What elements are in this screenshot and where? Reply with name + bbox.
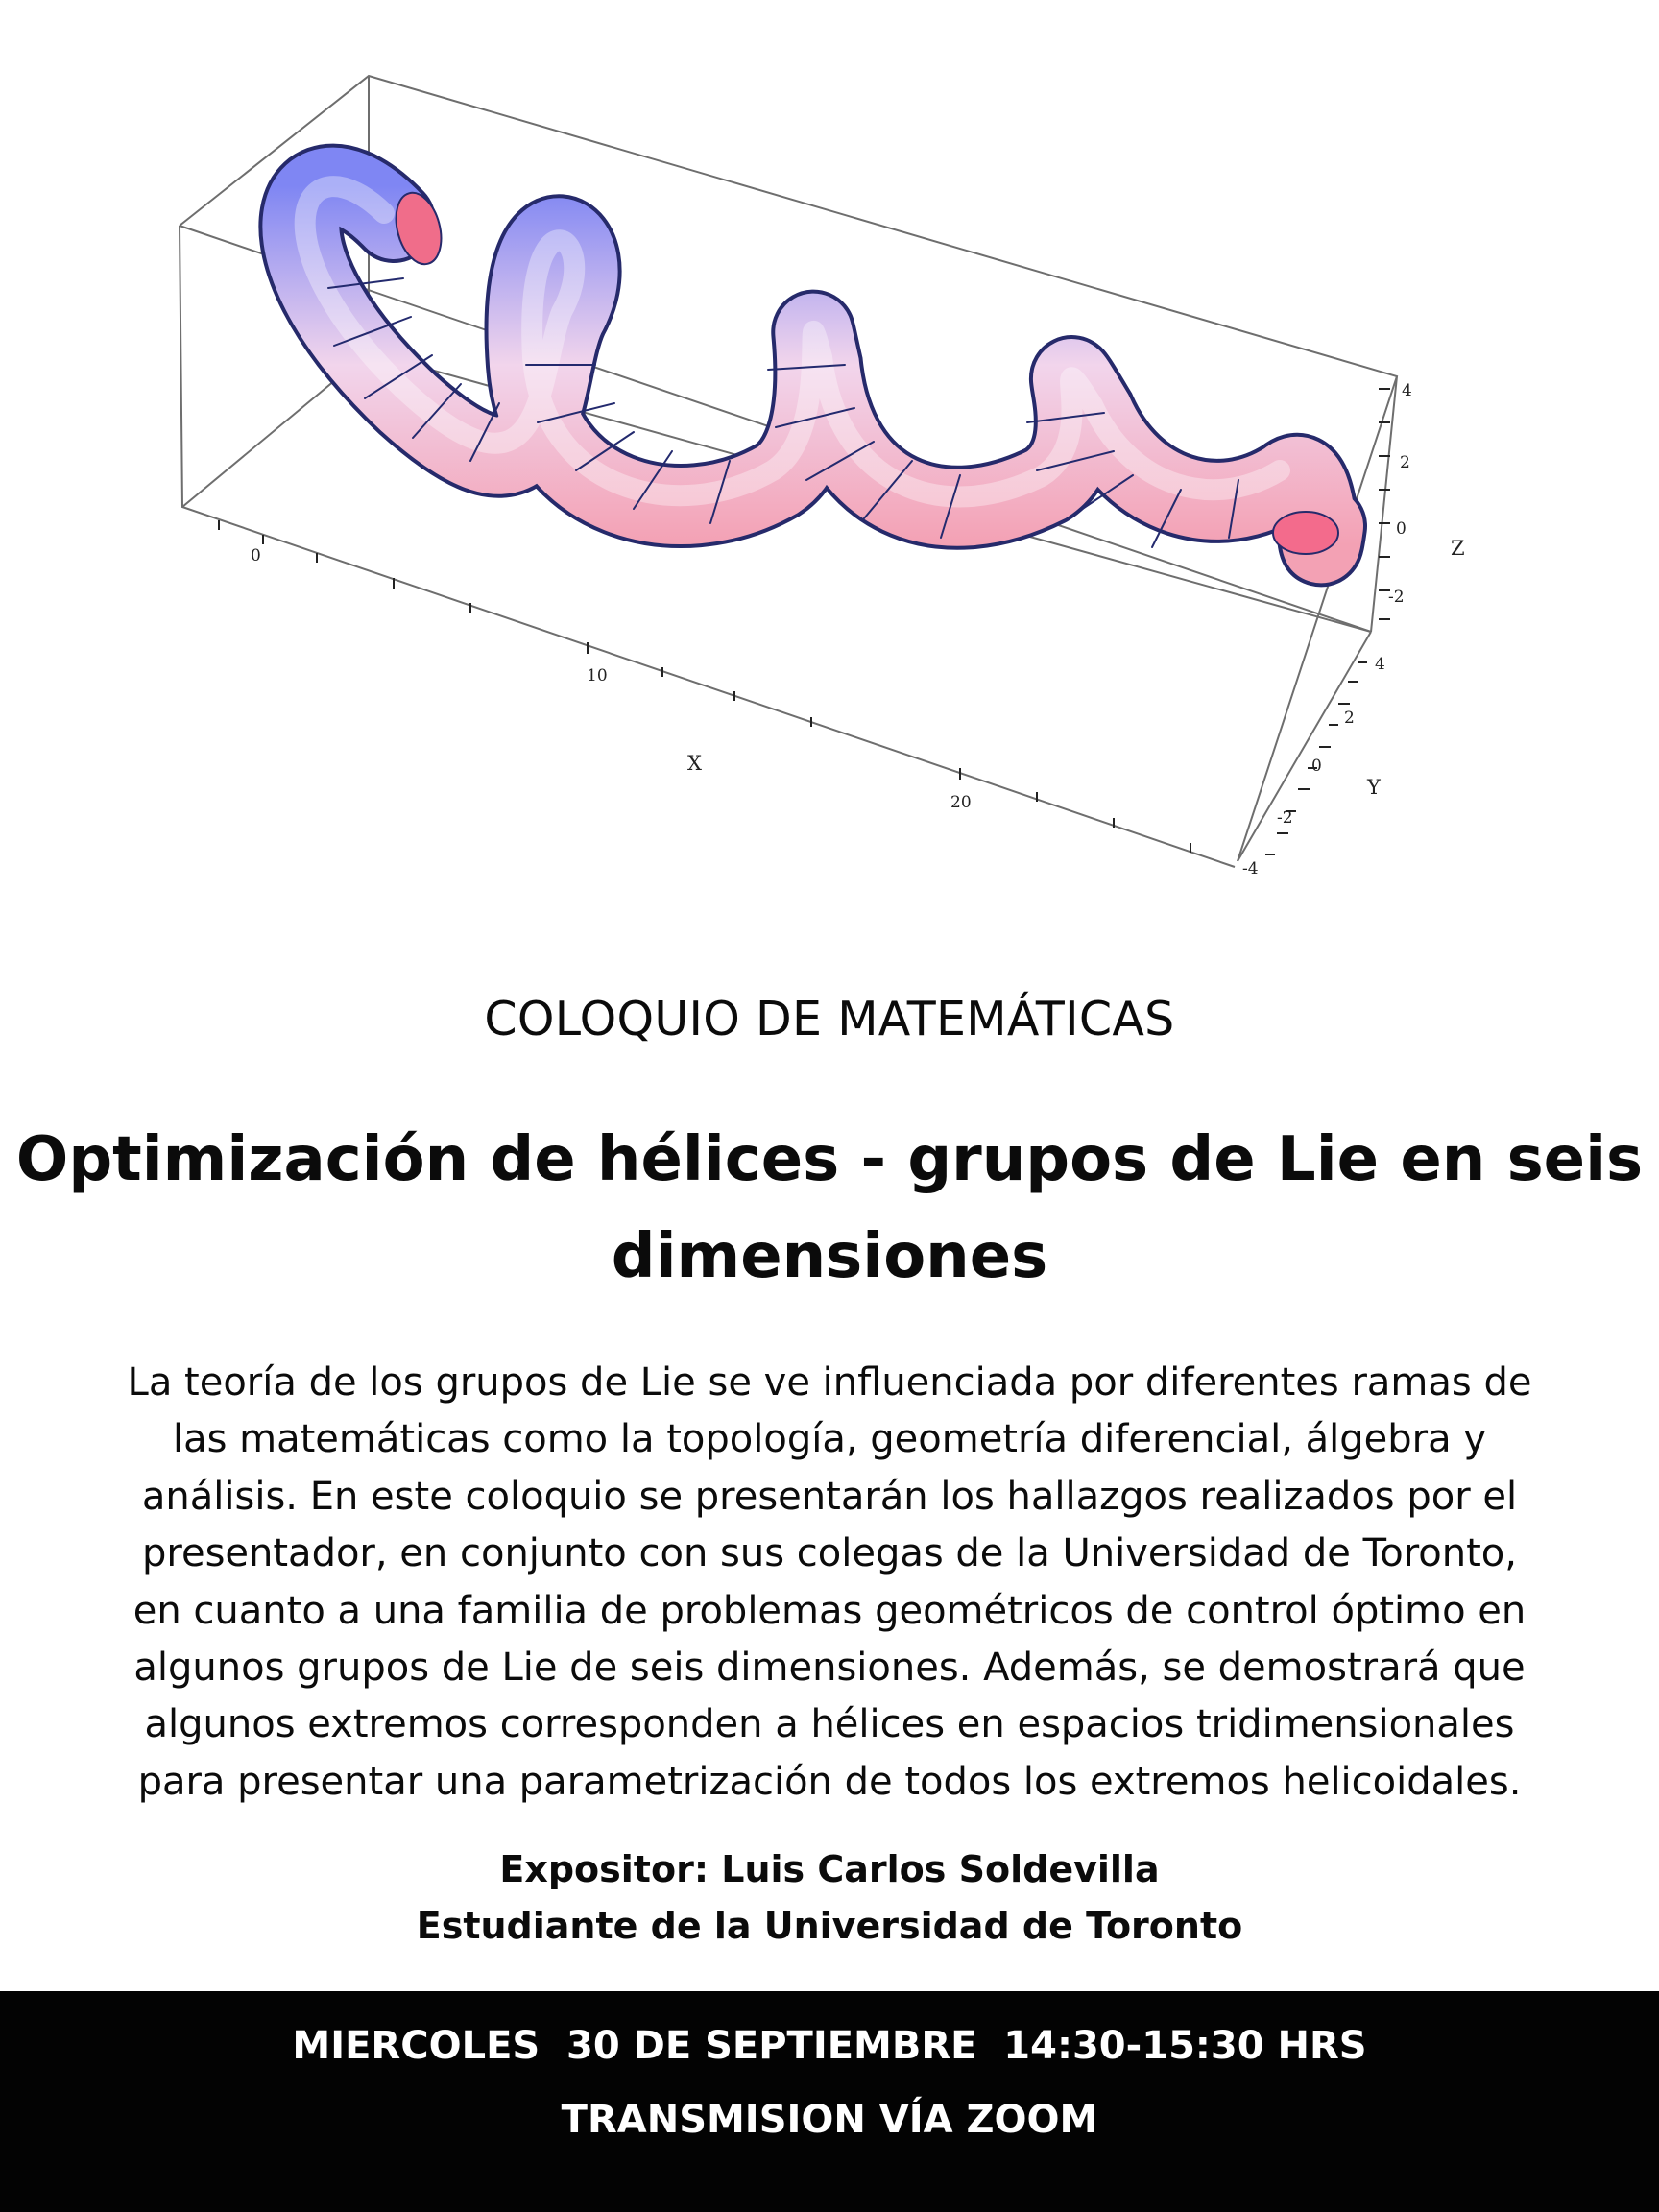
helix-tube bbox=[301, 186, 1338, 554]
x-tick-20: 20 bbox=[950, 793, 972, 812]
helix-end-cap bbox=[1273, 512, 1338, 554]
abstract-line: La teoría de los grupos de Lie se ve influenciada por diferentes ramas de bbox=[127, 1360, 1532, 1405]
y-axis bbox=[1242, 655, 1385, 878]
abstract-line: análisis. En este coloquio se presentarán los hallazgos realizados por el bbox=[141, 1474, 1518, 1519]
z-axis-title: Z bbox=[1451, 537, 1465, 560]
abstract-line: algunos grupos de Lie de seis dimensiones. Además, se demostrará que bbox=[133, 1646, 1526, 1691]
abstract-line: presentador, en conjunto con sus colegas de la Universidad de Toronto, bbox=[142, 1531, 1517, 1576]
x-tick-10: 10 bbox=[587, 666, 608, 685]
event-footer bbox=[0, 1991, 1659, 2212]
event-location: TRANSMISION VÍA ZOOM bbox=[561, 2098, 1098, 2142]
x-axis-title: X bbox=[687, 752, 702, 775]
y-tick-4: 4 bbox=[1375, 655, 1385, 674]
y-axis-title: Y bbox=[1367, 776, 1381, 799]
abstract-line: algunos extremos corresponden a hélices en espacios tridimensionales bbox=[144, 1702, 1515, 1747]
z-axis bbox=[1379, 381, 1465, 619]
helix-figure bbox=[0, 0, 1659, 941]
x-tick-0: 0 bbox=[251, 546, 261, 565]
talk-title-line: dimensiones bbox=[611, 1221, 1048, 1292]
speaker-info bbox=[0, 1841, 1659, 1955]
talk-title-line: Optimización de hélices - grupos de Lie en seis bbox=[15, 1124, 1644, 1195]
speaker-name: Expositor: Luis Carlos Soldevilla bbox=[499, 1848, 1160, 1890]
y-tick-minus4: -4 bbox=[1242, 859, 1259, 878]
z-tick-4: 4 bbox=[1402, 381, 1412, 400]
abstract-line: en cuanto a una familia de problemas geométricos de control óptimo en bbox=[132, 1588, 1527, 1633]
y-tick-2: 2 bbox=[1344, 709, 1355, 728]
z-tick-2: 2 bbox=[1400, 453, 1410, 472]
talk-title bbox=[0, 1112, 1659, 1306]
z-tick-0: 0 bbox=[1396, 519, 1407, 539]
abstract bbox=[113, 1355, 1546, 1811]
abstract-line: para presentar una parametrización de todos los extremos helicoidales. bbox=[137, 1759, 1522, 1804]
series-label: COLOQUIO DE MATEMÁTICAS bbox=[484, 992, 1175, 1046]
y-tick-minus2: -2 bbox=[1277, 808, 1293, 828]
z-tick-minus2: -2 bbox=[1388, 588, 1405, 607]
y-tick-0: 0 bbox=[1311, 757, 1322, 776]
abstract-line: las matemáticas como la topología, geometría diferencial, álgebra y bbox=[172, 1417, 1487, 1462]
event-datetime: MIERCOLES 30 DE SEPTIEMBRE 14:30-15:30 HRS bbox=[292, 2024, 1367, 2068]
speaker-affiliation: Estudiante de la Universidad de Toronto bbox=[416, 1905, 1243, 1947]
